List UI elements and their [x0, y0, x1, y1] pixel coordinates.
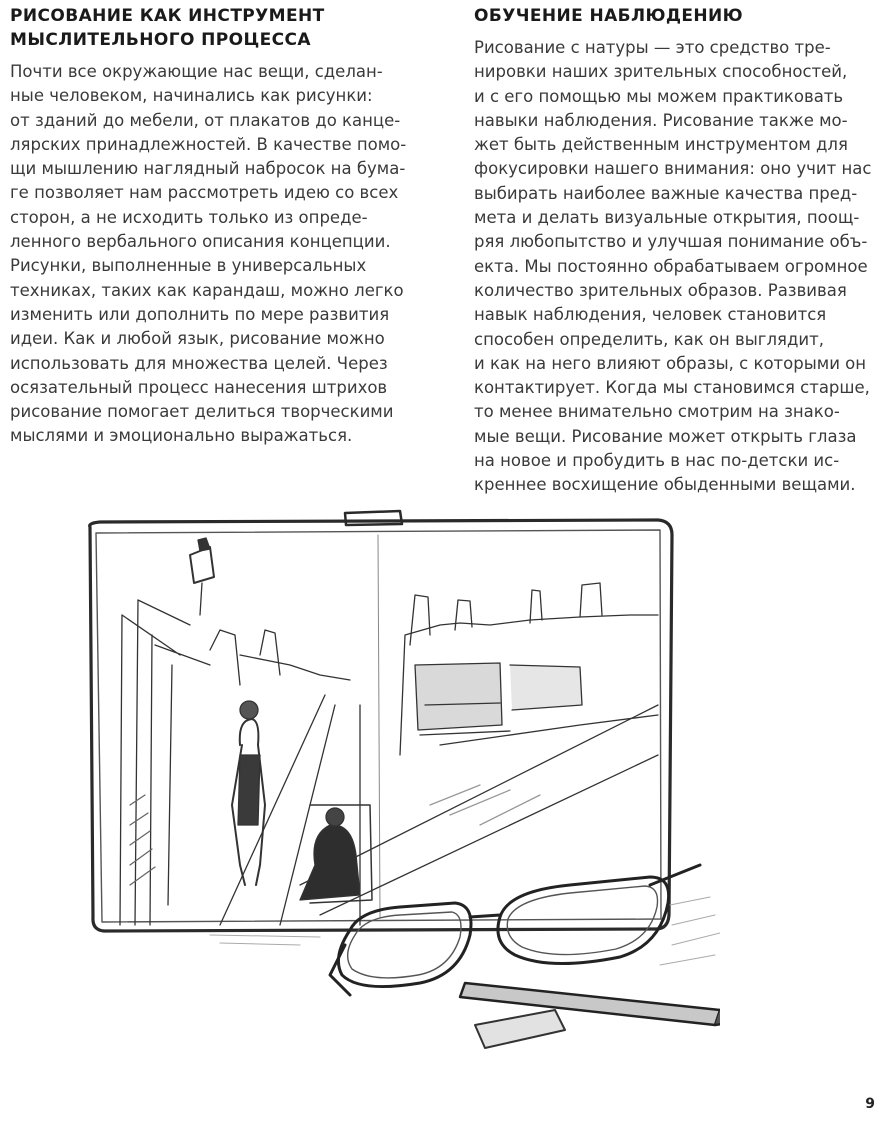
street-sketch [120, 538, 658, 925]
text-line: ге позволяет нам рассмотреть идею со всех [10, 183, 399, 203]
text-line: екта. Мы постоянно обрабатываем огромное [474, 256, 868, 276]
text-line: фокусировки нашего внимания: оно учит нас [474, 159, 872, 179]
text-line: лярских принадлежностей. В качестве помо- [10, 134, 407, 154]
right-paragraph [474, 36, 880, 498]
text-line: навык наблюдения, человек становится [474, 305, 827, 325]
text-line: щи мышлению наглядный набросок на бума- [10, 159, 406, 179]
heading-line: МЫСЛИТЕЛЬНОГО ПРОЦЕССА [10, 30, 311, 50]
left-column [10, 4, 430, 449]
text-line: осязательный процесс нанесения штрихов [10, 377, 388, 397]
text-line: ленного вербального описания концепции. [10, 232, 391, 252]
text-line: Почти все окружающие нас вещи, сделан- [10, 62, 383, 81]
text-line: и с его помощью мы можем практиковать [474, 86, 844, 106]
text-line: ряя любопытство и улучшая понимание объ- [474, 232, 868, 252]
sketchbook-frame [90, 511, 672, 931]
text-line: навыки наблюдения. Рисование также мо- [474, 110, 848, 130]
right-heading [474, 4, 880, 28]
page-fold [378, 535, 380, 917]
pencil-sketch [460, 983, 720, 1025]
text-line: и как на него влияют образы, с которыми он [474, 353, 867, 373]
text-line: Рисунки, выполненные в универсальных [10, 256, 367, 276]
text-line: то менее внимательно смотрим на знако- [474, 402, 840, 422]
left-paragraph [10, 60, 430, 449]
heading-line: РИСОВАНИЕ КАК ИНСТРУМЕНТ [10, 6, 325, 26]
text-line: креннее восхищение обыденными вещами. [474, 475, 856, 495]
text-line: использовать для множества целей. Через [10, 353, 388, 373]
right-column [474, 4, 880, 498]
text-line: от зданий до мебели, от плакатов до канце- [10, 110, 401, 130]
page-number: 9 [865, 1096, 875, 1112]
text-line: сторон, а не исходить только из опреде- [10, 207, 368, 227]
text-line: рисование помогает делиться творческими [10, 402, 394, 422]
text-line: мета и делать визуальные открытия, поощ- [474, 208, 860, 228]
left-heading [10, 4, 430, 52]
text-line: количество зрительных образов. Развивая [474, 280, 847, 300]
text-line: Рисование с натуры — это средство тре- [474, 38, 831, 57]
eraser-sketch [475, 1010, 565, 1048]
text-line: способен определить, как он выглядит, [474, 329, 824, 349]
text-line: нировки наших зрительных способностей, [474, 62, 848, 82]
text-line: жет быть действенным инструментом для [474, 135, 848, 155]
text-line: контактирует. Когда мы становимся старше, [474, 378, 870, 398]
text-line: ные человеком, начинались как рисунки: [10, 86, 373, 106]
text-line: на новое и пробудить в нас по-детски ис- [474, 451, 840, 471]
text-line: мыслями и эмоционально выражаться. [10, 426, 353, 446]
text-line: мые вещи. Рисование может открыть глаза [474, 426, 857, 446]
text-line: выбирать наиболее важные качества пред- [474, 183, 858, 203]
sketch-illustration [60, 505, 720, 1060]
heading-line: ОБУЧЕНИЕ НАБЛЮДЕНИЮ [474, 6, 744, 26]
text-line: идеи. Как и любой язык, рисование можно [10, 329, 385, 349]
text-line: изменить или дополнить по мере развития [10, 304, 390, 324]
text-line: техниках, таких как карандаш, можно легко [10, 280, 404, 300]
